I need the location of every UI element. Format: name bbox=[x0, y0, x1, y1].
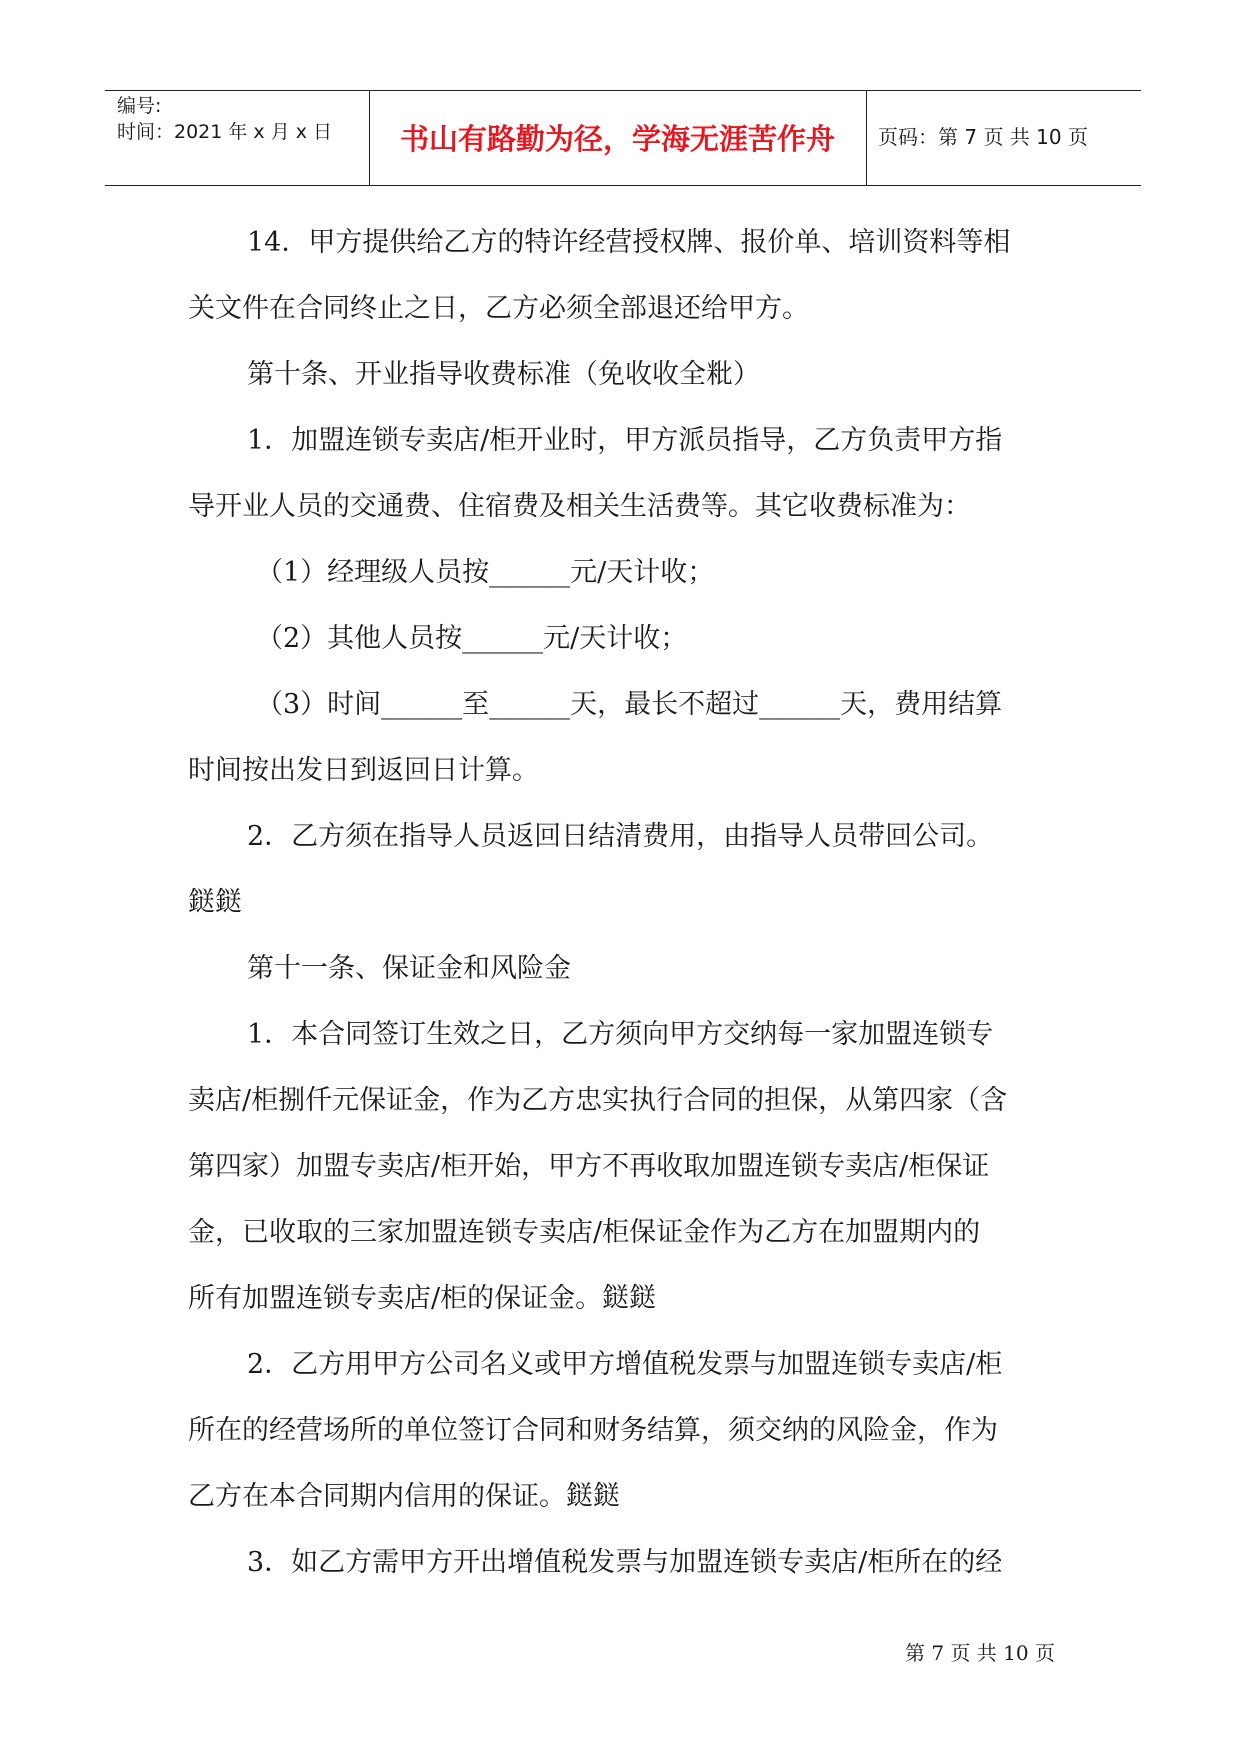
body-line: （2）其他人员按______元/天计收； bbox=[256, 623, 688, 654]
body-line: 第四家）加盟专卖店/柜开始，甲方不再收取加盟连锁专卖店/柜保证 bbox=[188, 1151, 990, 1182]
body-line: 所在的经营场所的单位签订合同和财务结算，须交纳的风险金，作为 bbox=[188, 1415, 998, 1446]
body-line: 时间按出发日到返回日计算。 bbox=[188, 755, 539, 786]
body-line: 1．本合同签订生效之日，乙方须向甲方交纳每一家加盟连锁专 bbox=[247, 1019, 994, 1050]
body-line: 14．甲方提供给乙方的特许经营授权牌、报价单、培训资料等相 bbox=[247, 227, 1011, 258]
section-heading: 第十条、开业指导收费标准（免收收全粃） bbox=[247, 359, 760, 390]
section-heading: 第十一条、保证金和风险金 bbox=[247, 953, 571, 984]
body-line: 乙方在本合同期内信用的保证。鎹鎹 bbox=[188, 1481, 620, 1512]
document-number-label: 编号: bbox=[117, 95, 162, 117]
document-body bbox=[188, 210, 1060, 1596]
body-line: 3．如乙方需甲方开出增值税发票与加盟连锁专卖店/柜所在的经 bbox=[247, 1547, 1003, 1578]
header-page-info: 页码：第 7 页 共 10 页 bbox=[878, 125, 1088, 149]
body-line: 关文件在合同终止之日，乙方必须全部退还给甲方。 bbox=[188, 293, 809, 324]
page-header bbox=[105, 90, 1141, 186]
body-line: 2．乙方须在指导人员返回日结清费用，由指导人员带回公司。 bbox=[247, 821, 994, 852]
header-meta-cell bbox=[105, 91, 370, 185]
header-motto: 书山有路勤为径，学海无涯苦作舟 bbox=[399, 122, 835, 156]
body-line: 导开业人员的交通费、住宿费及相关生活费等。其它收费标准为： bbox=[188, 491, 971, 522]
body-line: （3）时间______至______天，最长不超过______天，费用结算 bbox=[256, 689, 1003, 720]
page-footer: 第 7 页 共 10 页 bbox=[905, 1641, 1055, 1665]
header-motto-cell bbox=[369, 91, 867, 185]
body-line: 2．乙方用甲方公司名义或甲方增值税发票与加盟连锁专卖店/柜 bbox=[247, 1349, 1003, 1380]
document-time-label: 时间：2021 年 x 月 x 日 bbox=[117, 121, 333, 143]
body-line: 金，已收取的三家加盟连锁专卖店/柜保证金作为乙方在加盟期内的 bbox=[188, 1217, 981, 1248]
body-line: 1．加盟连锁专卖店/柜开业时，甲方派员指导，乙方负责甲方指 bbox=[247, 425, 1003, 456]
body-line: （1）经理级人员按______元/天计收； bbox=[256, 557, 715, 588]
body-line: 所有加盟连锁专卖店/柜的保证金。鎹鎹 bbox=[188, 1283, 657, 1314]
body-line: 卖店/柜捌仟元保证金，作为乙方忠实执行合同的担保，从第四家（含 bbox=[188, 1085, 1008, 1116]
body-line: 鎹鎹 bbox=[188, 887, 242, 918]
header-page-cell bbox=[867, 91, 1141, 185]
